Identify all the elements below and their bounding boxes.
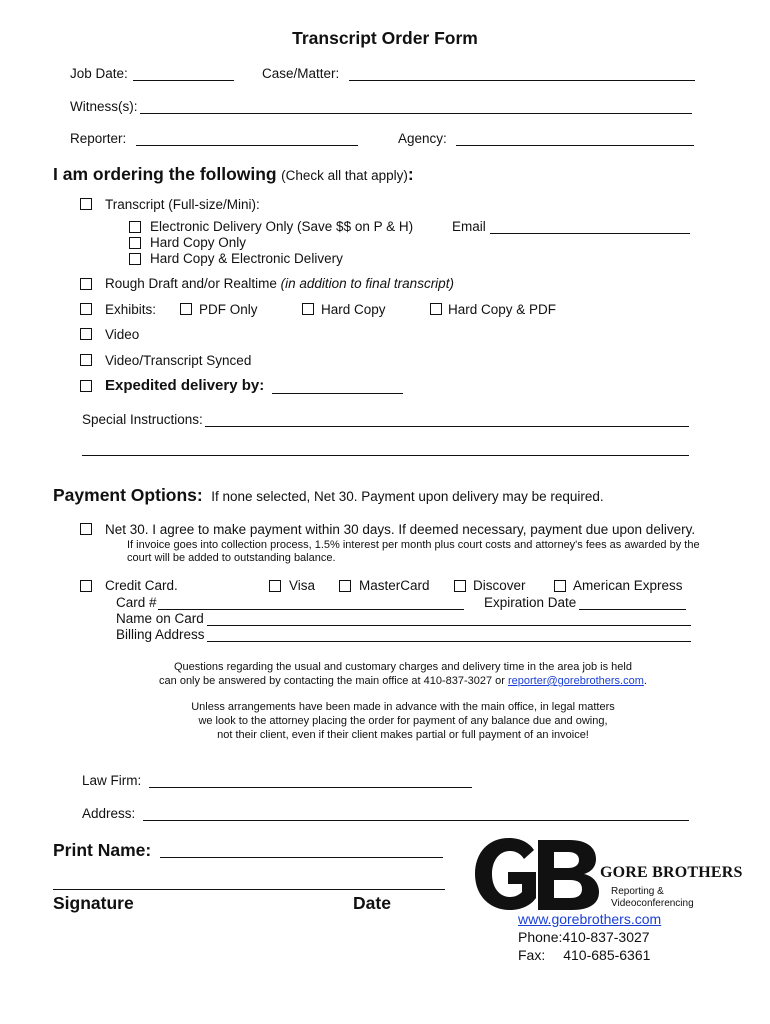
job-date-label: Job Date: — [70, 66, 128, 81]
signature-field[interactable] — [53, 889, 445, 890]
job-date-field[interactable] — [133, 80, 234, 81]
video-synced-checkbox[interactable] — [80, 354, 92, 366]
company-tagline-1: Reporting & — [611, 886, 664, 897]
ordering-heading — [53, 164, 414, 185]
notice-block-1 — [100, 660, 706, 688]
agency-label: Agency: — [398, 131, 447, 146]
discover-label: Discover — [473, 578, 526, 593]
expedited-label: Expedited delivery by: — [105, 377, 265, 394]
special-instructions-label: Special Instructions: — [82, 412, 203, 427]
ordering-heading-text: I am ordering the following — [53, 164, 277, 184]
notice-line-2 — [100, 674, 706, 688]
signature-label: Signature — [53, 893, 134, 913]
net30-checkbox[interactable] — [80, 523, 92, 535]
visa-label: Visa — [289, 578, 316, 593]
payment-heading — [53, 485, 604, 506]
date-label: Date — [353, 893, 391, 913]
rough-draft-note: (in addition to final transcript) — [280, 276, 454, 291]
video-checkbox[interactable] — [80, 328, 92, 340]
rough-draft-label — [105, 276, 454, 291]
credit-card-checkbox[interactable] — [80, 580, 92, 592]
credit-card-label: Credit Card. — [105, 578, 178, 593]
mastercard-checkbox[interactable] — [339, 580, 351, 592]
name-on-card-field[interactable] — [207, 625, 691, 626]
email-label: Email — [452, 219, 486, 234]
print-name-field[interactable] — [160, 857, 443, 858]
payment-note: If none selected, Net 30. Payment upon delivery may be required. — [211, 489, 604, 504]
electronic-only-label: Electronic Delivery Only (Save $$ on P & H) — [150, 219, 414, 234]
billing-address-field[interactable] — [207, 641, 691, 642]
fax-label: Fax: — [518, 947, 546, 963]
company-tagline — [611, 886, 694, 910]
fax-number: 410-685-6361 — [563, 947, 651, 963]
hard-copy-only-checkbox[interactable] — [129, 237, 141, 249]
pdf-only-checkbox[interactable] — [180, 303, 192, 315]
expedited-checkbox[interactable] — [80, 380, 92, 392]
company-logo — [472, 836, 602, 912]
company-phone: Phone:410-837-3027 — [518, 929, 650, 945]
law-firm-label: Law Firm: — [82, 773, 142, 788]
notice-block-2 — [100, 700, 706, 742]
notice-line-5: not their client, even if their client makes partial or full payment of an invoice! — [217, 729, 589, 741]
notice-line-2-suffix: . — [643, 675, 647, 687]
card-number-label: Card # — [116, 595, 157, 610]
card-number-field[interactable] — [158, 609, 464, 610]
notice-line-2-text: can only be answered by contacting the main office at 410-837-3027 or — [159, 675, 508, 687]
hard-copy-electronic-checkbox[interactable] — [129, 253, 141, 265]
electronic-only-checkbox[interactable] — [129, 221, 141, 233]
special-instructions-field-2[interactable] — [82, 455, 689, 456]
discover-checkbox[interactable] — [454, 580, 466, 592]
ordering-colon: : — [407, 164, 414, 184]
notice-line-4: we look to the attorney placing the order for payment of any balance due and owing, — [198, 715, 608, 727]
net30-fine-print-1: If invoice goes into collection process, 1.5% interest per month plus court costs and attorney's fees as awarded by the — [127, 539, 700, 551]
form-title: Transcript Order Form — [292, 28, 478, 48]
net30-fine-print-2: court will be added to outstanding balance. — [127, 552, 336, 564]
visa-checkbox[interactable] — [269, 580, 281, 592]
mastercard-label: MasterCard — [359, 578, 430, 593]
case-matter-field[interactable] — [349, 80, 695, 81]
hard-copy-pdf-label: Hard Copy & PDF — [448, 302, 557, 317]
notice-line-3: Unless arrangements have been made in advance with the main office, in legal matters — [191, 701, 615, 713]
hard-copy-pdf-checkbox[interactable] — [430, 303, 442, 315]
ordering-subheading: (Check all that apply) — [281, 168, 408, 183]
amex-label: American Express — [573, 578, 683, 593]
website-link[interactable]: www.gorebrothers.com — [518, 911, 662, 927]
expedited-field[interactable] — [272, 393, 403, 394]
email-field[interactable] — [490, 233, 690, 234]
expiration-label: Expiration Date — [484, 595, 577, 610]
company-name: GORE BROTHERS — [600, 864, 743, 881]
reporter-field[interactable] — [136, 145, 358, 146]
exhibit-hard-copy-label: Hard Copy — [321, 302, 386, 317]
rough-draft-text: Rough Draft and/or Realtime — [105, 276, 277, 291]
payment-heading-text: Payment Options: — [53, 485, 203, 505]
address-field[interactable] — [143, 820, 689, 821]
print-name-label: Print Name: — [53, 840, 152, 860]
exhibits-checkbox[interactable] — [80, 303, 92, 315]
expiration-field[interactable] — [579, 609, 686, 610]
amex-checkbox[interactable] — [554, 580, 566, 592]
video-synced-label: Video/Transcript Synced — [105, 353, 252, 368]
hard-copy-only-label: Hard Copy Only — [150, 235, 247, 250]
net30-label: Net 30. I agree to make payment within 30 days. If deemed necessary, payment due upon delivery. — [105, 522, 696, 537]
hard-copy-electronic-label: Hard Copy & Electronic Delivery — [150, 251, 343, 266]
witness-field[interactable] — [140, 113, 692, 114]
witness-label: Witness(s): — [70, 99, 138, 114]
case-matter-label: Case/Matter: — [262, 66, 340, 81]
special-instructions-field-1[interactable] — [205, 426, 689, 427]
exhibits-label: Exhibits: — [105, 302, 157, 317]
exhibit-hard-copy-checkbox[interactable] — [302, 303, 314, 315]
agency-field[interactable] — [456, 145, 694, 146]
company-fax — [518, 947, 650, 963]
video-label: Video — [105, 327, 140, 342]
reporter-label: Reporter: — [70, 131, 127, 146]
transcript-label: Transcript (Full-size/Mini): — [105, 197, 260, 212]
logo-mark-icon — [472, 836, 602, 912]
billing-address-label: Billing Address — [116, 627, 205, 642]
name-on-card-label: Name on Card — [116, 611, 204, 626]
company-tagline-2: Videoconferencing — [611, 898, 694, 909]
notice-line-1: Questions regarding the usual and customary charges and delivery time in the area job is held — [174, 661, 632, 673]
law-firm-field[interactable] — [149, 787, 472, 788]
contact-email-link[interactable]: reporter@gorebrothers.com — [508, 675, 644, 687]
rough-draft-checkbox[interactable] — [80, 278, 92, 290]
transcript-checkbox[interactable] — [80, 198, 92, 210]
address-label: Address: — [82, 806, 136, 821]
pdf-only-label: PDF Only — [199, 302, 258, 317]
